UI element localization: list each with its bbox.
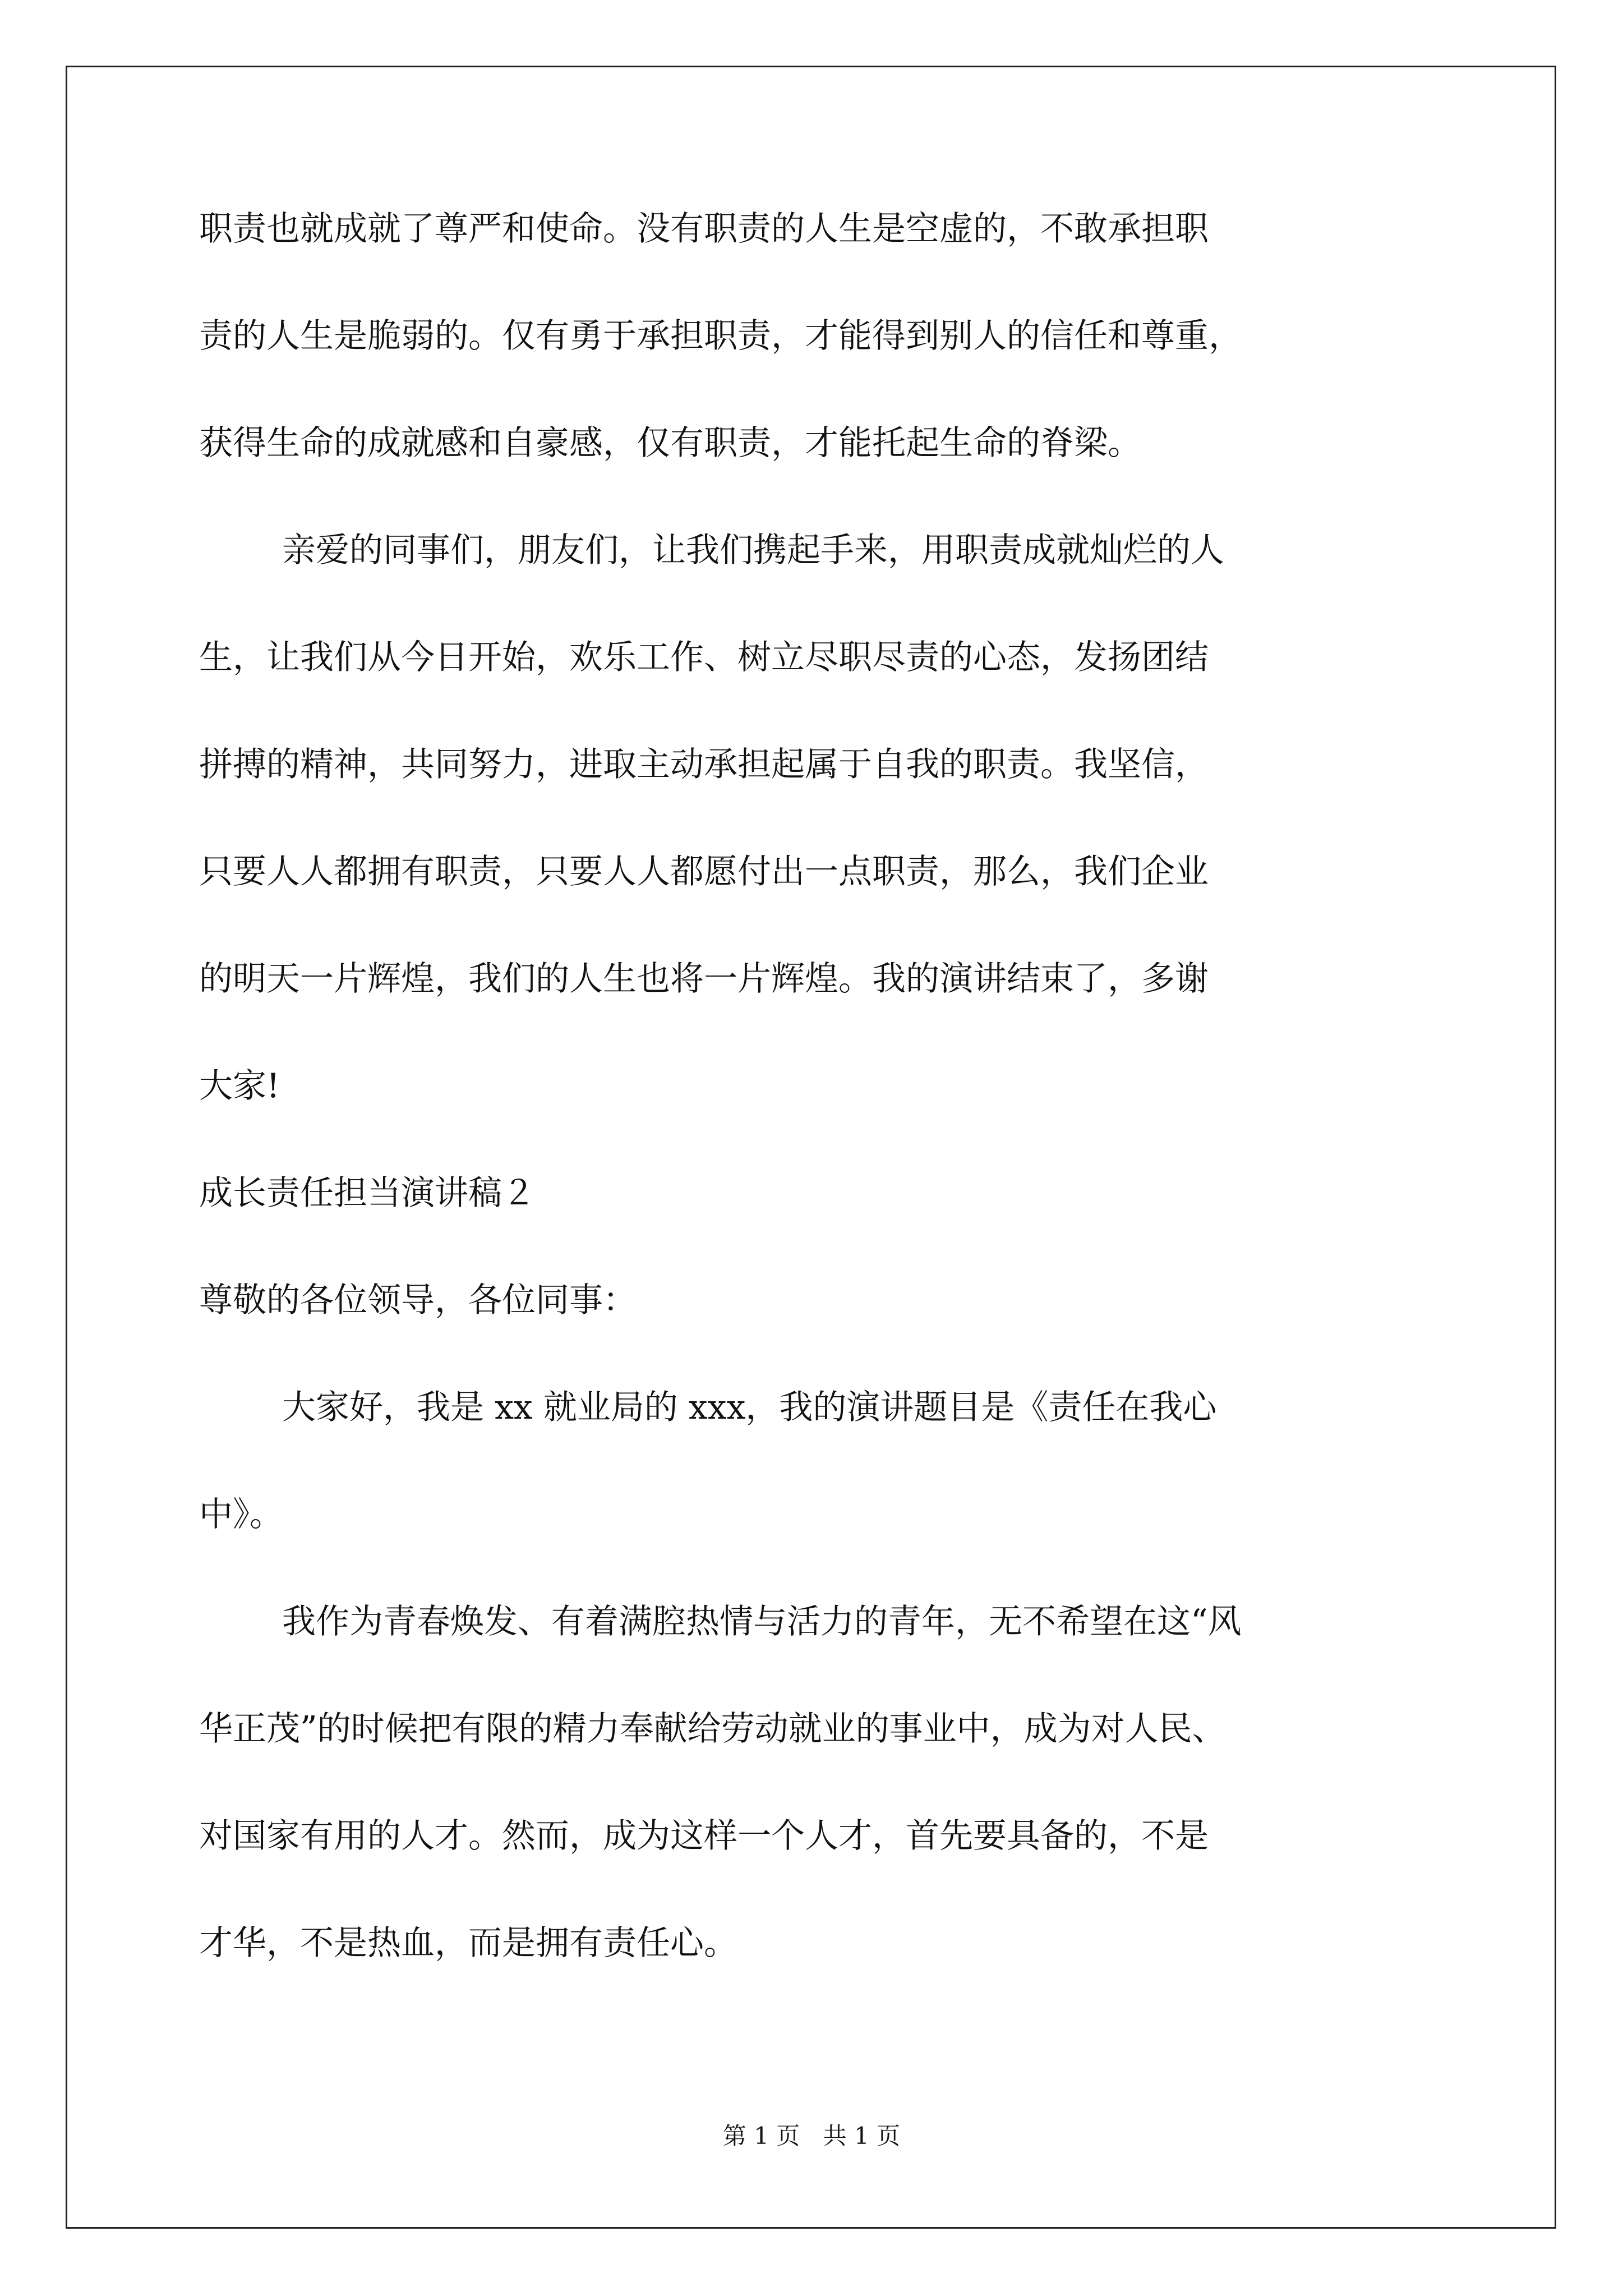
salutation	[199, 1273, 1472, 1327]
text-line: 大家!	[199, 1066, 280, 1106]
paragraph	[199, 1595, 1472, 1970]
page-footer	[0, 2119, 1623, 2153]
page-number: 第 1 页	[722, 2122, 800, 2150]
text-line: 的明天一片辉煌，我们的人生也将一片辉煌。我的演讲结束了，多谢	[199, 959, 1209, 999]
text-line: 中》。	[199, 1495, 283, 1534]
text-line: 我作为青春焕发、有着满腔热情与活力的青年，无不希望在这“风	[282, 1602, 1242, 1641]
text-line: 尊敬的各位领导，各位同事：	[199, 1281, 637, 1320]
paragraph	[199, 1381, 1472, 1542]
text-line: 对国家有用的人才。然而，成为这样一个人才，首先要具备的，不是	[199, 1816, 1209, 1856]
section-heading	[199, 1166, 1472, 1220]
text-line: 才华，不是热血，而是拥有责任心。	[199, 1924, 737, 1963]
text-line: 亲爱的同事们，朋友们，让我们携起手来，用职责成就灿烂的人	[282, 531, 1224, 570]
paragraph	[199, 202, 1472, 470]
text-line: 只要人人都拥有职责，只要人人都愿付出一点职责，那么，我们企业	[199, 852, 1209, 891]
text-line: 大家好，我是 xx 就业局的 xxx，我的演讲题目是《责任在我心	[282, 1388, 1217, 1427]
document-body	[199, 202, 1472, 1970]
text-line: 职责也就成就了尊严和使命。没有职责的人生是空虚的，不敢承担职	[199, 209, 1209, 249]
page-total: 共 1 页	[823, 2122, 901, 2150]
paragraph	[199, 523, 1472, 1113]
text-line: 华正茂”的时候把有限的精力奉献给劳动就业的事业中，成为对人民、	[199, 1709, 1226, 1749]
heading-text: 成长责任担当演讲稿２	[199, 1174, 536, 1213]
text-line: 生，让我们从今日开始，欢乐工作、树立尽职尽责的心态，发扬团结	[199, 638, 1209, 677]
text-line: 获得生命的成就感和自豪感，仅有职责，才能托起生命的脊梁。	[199, 424, 1141, 463]
text-line: 责的人生是脆弱的。仅有勇于承担职责，才能得到别人的信任和尊重，	[199, 316, 1242, 356]
text-line: 拼搏的精神，共同努力，进取主动承担起属于自我的职责。我坚信，	[199, 745, 1209, 784]
